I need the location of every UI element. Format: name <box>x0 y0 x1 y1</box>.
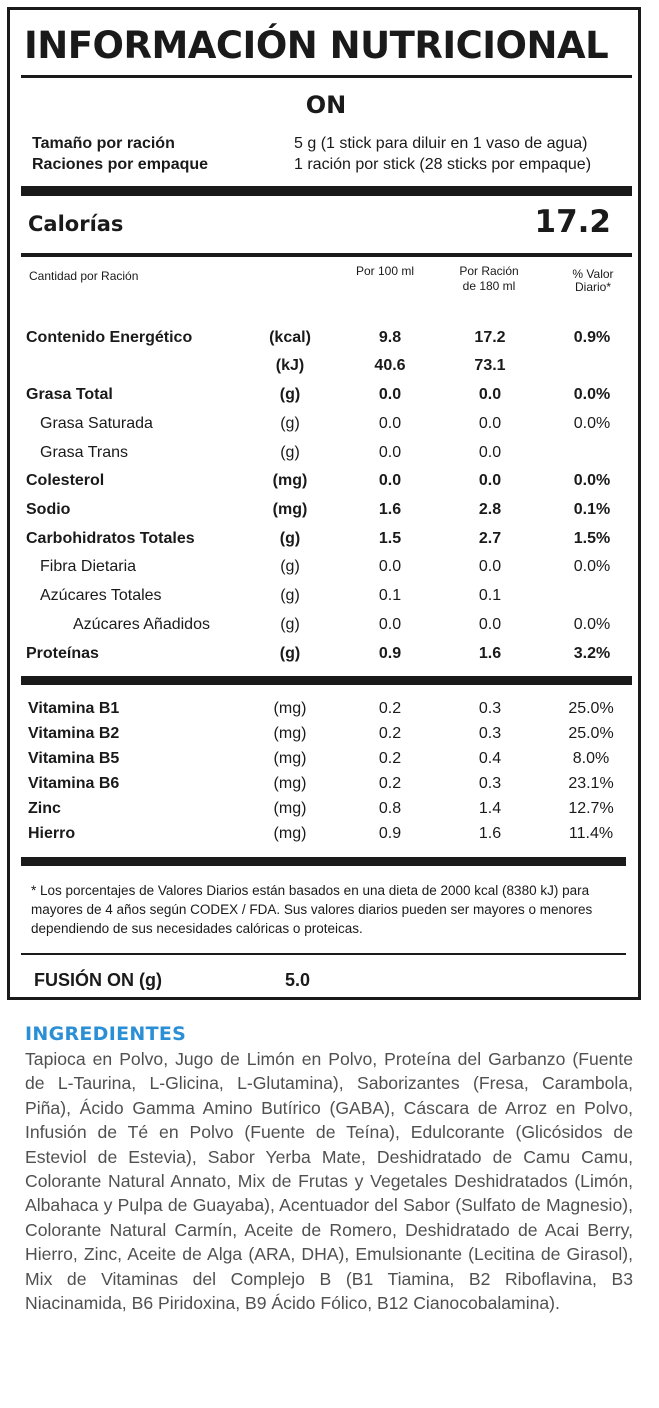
footnote-rule <box>21 953 626 955</box>
calories-rule <box>21 253 632 257</box>
vitamin-per-serving: 0.3 <box>478 725 502 742</box>
thick-rule-bottom <box>21 857 626 866</box>
nutrient-unit: (kJ) <box>275 357 305 374</box>
nutrient-name: Carbohidratos Totales <box>26 530 195 547</box>
vitamin-per-100ml: 0.2 <box>378 725 402 742</box>
nutrient-per-100ml: 0.0 <box>378 415 402 432</box>
nutrient-per-serving: 0.0 <box>478 415 502 432</box>
nutrient-per-100ml: 0.0 <box>378 558 402 575</box>
nutrient-daily-value: 0.1% <box>573 501 611 518</box>
nutrient-name: Grasa Total <box>26 386 113 403</box>
nutrient-daily-value: 0.0% <box>573 472 611 489</box>
nutrient-name: Contenido Energético <box>26 329 193 346</box>
vitamin-per-serving: 1.4 <box>478 800 502 817</box>
amount-per-serving-header: Cantidad por Ración <box>29 269 139 283</box>
nutrient-unit: (g) <box>280 587 300 604</box>
thick-rule-top <box>21 186 632 196</box>
calories-value: 17.2 <box>534 204 611 240</box>
vitamin-unit: (mg) <box>273 825 307 842</box>
nutrient-row <box>0 440 659 466</box>
ingredients-title: INGREDIENTES <box>25 1023 187 1045</box>
vitamin-per-serving: 0.3 <box>478 700 502 717</box>
serving-size-row <box>32 133 632 155</box>
nutrient-row <box>0 325 659 351</box>
nutrient-daily-value: 1.5% <box>573 530 611 547</box>
nutrient-per-100ml: 0.0 <box>378 386 402 403</box>
nutrient-row <box>0 641 659 667</box>
vitamin-row <box>0 746 659 771</box>
nutrient-name: Colesterol <box>26 472 105 489</box>
nutrient-name: Azúcares Añadidos <box>73 616 210 633</box>
nutrient-name: Grasa Saturada <box>40 415 153 432</box>
servings-per-container-value: 1 ración por stick (28 sticks por empaque) <box>294 156 592 173</box>
servings-per-container-row <box>32 154 632 176</box>
calories-label: Calorías <box>28 212 124 236</box>
servings-per-container-label: Raciones por empaque <box>32 156 209 173</box>
nutrient-daily-value: 0.0% <box>573 386 611 403</box>
vitamin-unit: (mg) <box>273 775 307 792</box>
fusion-value: 5.0 <box>285 970 311 990</box>
nutrient-unit: (g) <box>279 530 301 547</box>
nutrient-unit: (g) <box>279 386 301 403</box>
daily-value-header-line2: Diario* <box>574 280 611 294</box>
vitamin-unit: (mg) <box>273 725 307 742</box>
vitamin-per-100ml: 0.2 <box>378 775 402 792</box>
vitamin-row <box>0 771 659 796</box>
nutrient-per-serving: 0.0 <box>478 558 502 575</box>
nutrient-name: Grasa Trans <box>40 444 129 461</box>
nutrient-per-100ml: 0.0 <box>378 616 402 633</box>
nutrient-per-serving: 17.2 <box>474 329 506 346</box>
vitamin-daily-value: 23.1% <box>568 775 614 792</box>
vitamin-name: Vitamina B6 <box>28 775 120 792</box>
vitamin-per-serving: 1.6 <box>478 825 502 842</box>
nutrient-name: Azúcares Totales <box>40 587 162 604</box>
vitamin-per-serving: 0.4 <box>478 750 502 767</box>
nutrient-per-serving: 2.7 <box>478 530 502 547</box>
nutrient-per-100ml: 0.0 <box>378 472 402 489</box>
nutrient-row <box>0 353 659 379</box>
nutrient-unit: (g) <box>280 558 300 575</box>
nutrient-row <box>0 411 659 437</box>
nutrient-unit: (mg) <box>272 472 308 489</box>
vitamin-row <box>0 796 659 821</box>
nutrient-unit: (g) <box>280 415 300 432</box>
vitamin-row <box>0 721 659 746</box>
nutrient-unit: (g) <box>279 645 301 662</box>
vitamin-daily-value: 8.0% <box>572 750 610 767</box>
nutrient-per-serving: 2.8 <box>478 501 502 518</box>
vitamin-per-100ml: 0.2 <box>378 750 402 767</box>
fusion-label: FUSIÓN ON (g) <box>34 970 162 990</box>
vitamin-row <box>0 821 659 846</box>
nutrient-row <box>0 583 659 609</box>
nutrient-per-100ml: 1.5 <box>378 530 402 547</box>
per-100ml-header: Por 100 ml <box>355 264 415 278</box>
vitamin-daily-value: 12.7% <box>568 800 614 817</box>
vitamin-per-serving: 0.3 <box>478 775 502 792</box>
vitamin-name: Vitamina B1 <box>28 700 120 717</box>
per-serving-header-line1: Por Ración <box>459 264 519 278</box>
nutrient-row <box>0 526 659 552</box>
vitamin-unit: (mg) <box>273 800 307 817</box>
nutrient-daily-value: 0.9% <box>573 329 611 346</box>
vitamin-name: Vitamina B2 <box>28 725 120 742</box>
vitamin-name: Hierro <box>28 825 76 842</box>
nutrient-name: Fibra Dietaria <box>40 558 137 575</box>
vitamin-daily-value: 25.0% <box>568 725 614 742</box>
nutrient-per-serving: 0.0 <box>478 444 502 461</box>
nutrient-unit: (g) <box>280 616 300 633</box>
nutrient-row <box>0 382 659 408</box>
vitamin-daily-value: 25.0% <box>568 700 614 717</box>
daily-value-footnote: * Los porcentajes de Valores Diarios están basados en una dieta de 2000 kcal (8380 kJ) para mayores de 4 años según CODEX / FDA. Sus valores diarios pueden ser mayores o menores dependiendo de sus necesidades calóricas o proteicas. <box>31 883 593 936</box>
nutrient-per-100ml: 0.1 <box>378 587 402 604</box>
thick-rule-vitamins <box>21 676 632 685</box>
product-name: ON <box>305 91 347 119</box>
vitamin-daily-value: 11.4% <box>568 825 614 842</box>
vitamin-unit: (mg) <box>273 700 307 717</box>
nutrient-per-100ml: 9.8 <box>378 329 402 346</box>
nutrient-unit: (kcal) <box>269 329 311 346</box>
nutrient-name: Proteínas <box>26 645 99 662</box>
nutrient-per-100ml: 0.0 <box>378 444 402 461</box>
nutrient-per-100ml: 1.6 <box>378 501 402 518</box>
nutrient-name: Sodio <box>26 501 71 518</box>
nutrient-per-serving: 0.0 <box>478 386 502 403</box>
nutrient-unit: (g) <box>280 444 300 461</box>
vitamin-row <box>0 696 659 721</box>
nutrient-per-100ml: 0.9 <box>378 645 402 662</box>
nutrient-per-serving: 0.0 <box>478 616 502 633</box>
nutrient-daily-value: 0.0% <box>573 558 611 575</box>
serving-size-label: Tamaño por ración <box>32 135 175 152</box>
nutrient-row <box>0 468 659 494</box>
title-rule <box>21 75 632 78</box>
nutrient-per-serving: 0.1 <box>478 587 502 604</box>
nutrient-row <box>0 612 659 638</box>
nutrient-row <box>0 497 659 523</box>
nutrient-daily-value: 3.2% <box>573 645 611 662</box>
label-title: INFORMACIÓN NUTRICIONAL <box>24 24 609 67</box>
nutrient-per-serving: 73.1 <box>474 357 506 374</box>
vitamin-name: Zinc <box>28 800 61 817</box>
nutrient-per-serving: 0.0 <box>478 472 502 489</box>
vitamin-per-100ml: 0.9 <box>378 825 402 842</box>
vitamin-per-100ml: 0.8 <box>378 800 402 817</box>
vitamin-name: Vitamina B5 <box>28 750 120 767</box>
nutrient-unit: (mg) <box>272 501 308 518</box>
serving-size-value: 5 g (1 stick para diluir en 1 vaso de agua) <box>294 135 588 152</box>
nutrient-per-serving: 1.6 <box>478 645 502 662</box>
nutrient-row <box>0 554 659 580</box>
nutrient-daily-value: 0.0% <box>573 415 611 432</box>
vitamin-unit: (mg) <box>273 750 307 767</box>
daily-value-header-line1: % Valor <box>572 267 614 281</box>
ingredients-text: Tapioca en Polvo, Jugo de Limón en Polvo, Proteína del Garbanzo (Fuente de L-Taurina, L-Glicina, L-Glutamina), Saborizantes (Fresa, Carambola, Piña), Ácido Gamma Amino Butírico (GABA), Cáscara de Arroz en Polvo, Infusión de Té en Polvo (Fuente de Teína), Edulcorante (Glicósidos de Esteviol de Estevia), Sabor Yerba Mate, Deshidratado de Camu Camu, Colorante Natural Annato, Mix de Frutas y Vegetales Deshidratados (Limón, Albahaca y Pulpa de Guayaba), Acentuador del Sabor (Sulfato de Magnesio), Colorante Natural Carmín, Aceite de Romero, Deshidratado de Acai Berry, Hierro, Zinc, Aceite de Alga (ARA, DHA), Emulsionante (Lecitina de Girasol), Mix de Vitaminas del Complejo B (B1 Tiamina, B2 Riboflavina, B3 Niacinamida, B6 Piridoxina, B9 Ácido Fólico, B12 Cianocobalamina). <box>25 1049 633 1314</box>
per-serving-header-line2: de 180 ml <box>462 279 516 293</box>
nutrient-daily-value: 0.0% <box>573 616 611 633</box>
vitamin-per-100ml: 0.2 <box>378 700 402 717</box>
nutrient-per-100ml: 40.6 <box>374 357 406 374</box>
